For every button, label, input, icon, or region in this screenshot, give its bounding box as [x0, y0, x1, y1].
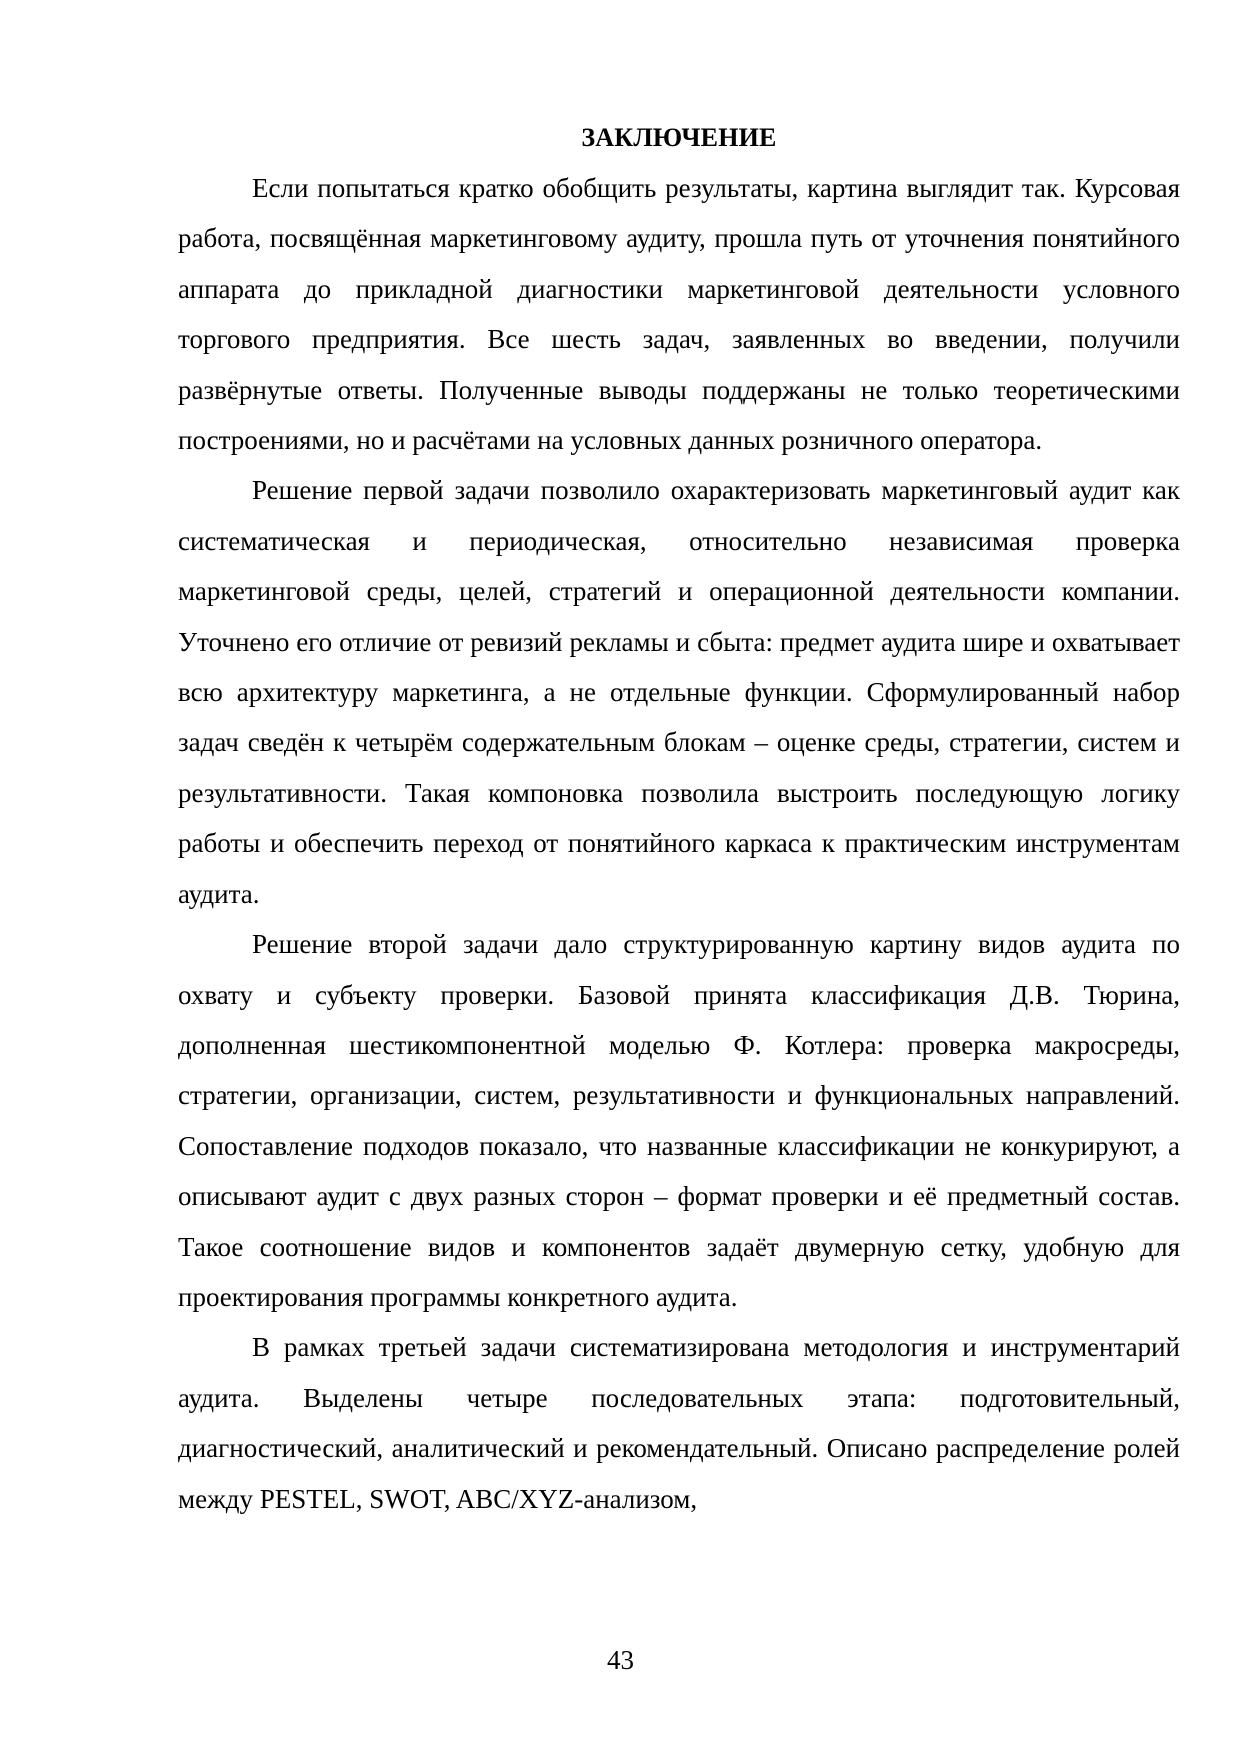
- page-title: ЗАКЛЮЧЕНИЕ: [581, 123, 777, 152]
- paragraph-3: Решение второй задачи дало структурированную картину видов аудита по охвату и субъекту проверки. Базовой принята классификация Д.В. Тюрина, дополненная шестикомпонентной моделью Ф. Котлера: проверка макросреды, стратегии, организации, систем, результативности и функциональных направлений. Сопоставление подходов показало, что названные классификации не конкурируют, а описывают аудит с двух разных сторон – формат проверки и её предметный состав. Такое соотношение видов и компонентов задаёт двумерную сетку, удобную для проектирования программы конкретного аудита.: [178, 929, 1180, 1312]
- page-number: 43: [607, 1645, 634, 1675]
- paragraph-2: Решение первой задачи позволило охарактеризовать маркетинговый аудит как систематическая и периодическая, относительно независимая проверка маркетинговой среды, целей, стратегий и операционной деятельности компании. Уточнено его отличие от ревизий рекламы и сбыта: предмет аудита шире и охватывает всю архитектуру маркетинга, а не отдельные функции. Сформулированный набор задач сведён к четырём содержательным блокам – оценке среды, стратегии, систем и результативности. Такая компоновка позволила выстроить последующую логику работы и обеспечить переход от понятийного каркаса к практическим инструментам аудита.: [178, 475, 1180, 909]
- page-content: [178, 113, 1180, 1524]
- paragraph-1: Если попытаться кратко обобщить результаты, картина выглядит так. Курсовая работа, посвящённая маркетинговому аудиту, прошла путь от уточнения понятийного аппарата до прикладной диагностики маркетинговой деятельности условного торгового предприятия. Все шесть задач, заявленных во введении, получили развёрнутые ответы. Полученные выводы поддержаны не только теоретическими построениями, но и расчётами на условных данных розничного оператора.: [178, 173, 1180, 456]
- paragraph-4: В рамках третьей задачи систематизирована методология и инструментарий аудита. Выделены четыре последовательных этапа: подготовительный, диагностический, аналитический и рекомендательный. Описано распределение ролей между PESTEL, SWOT, ABC/XYZ-анализом,: [178, 1332, 1180, 1514]
